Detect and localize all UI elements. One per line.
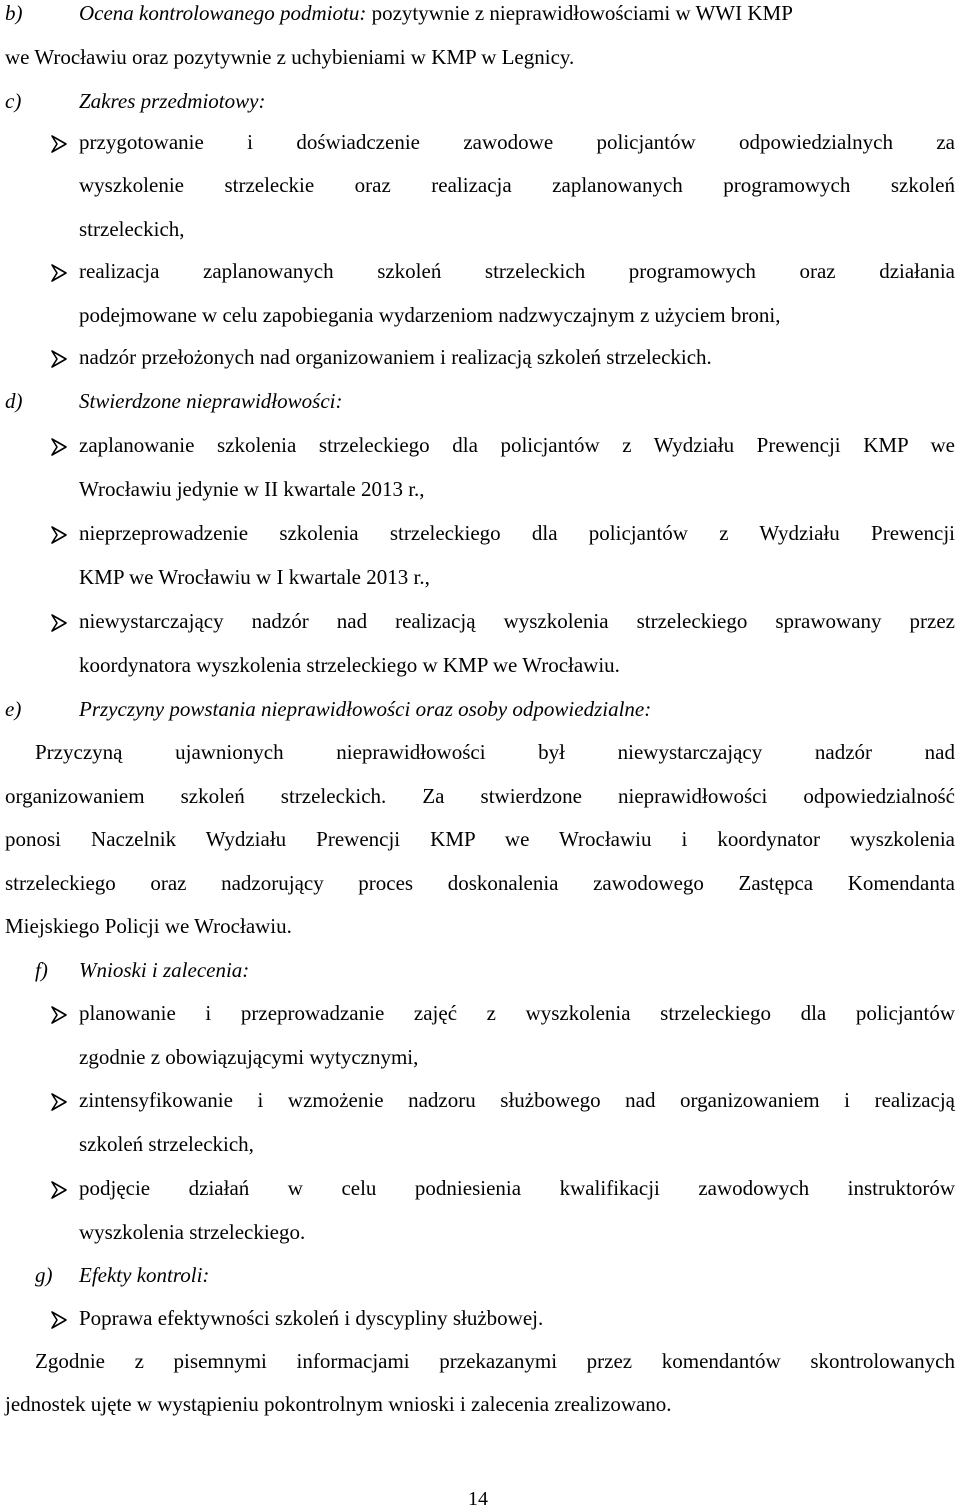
arrowhead-bullet-icon [51,1311,67,1329]
section-f-item-1-line-1: planowanie i przeprowadzanie zajęć z wyszkolenia strzeleckiego dla policjantów [79,1001,955,1025]
section-b-line1 [79,2,793,25]
section-e-letter: e) [5,697,22,721]
arrowhead-bullet-icon [51,1093,67,1111]
section-c-item-2-line-2: podejmowane w celu zapobiegania wydarzeniom nadzwyczajnym z użyciem broni, [79,303,781,327]
section-c-item-1-line-2: wyszkolenie strzeleckie oraz realizacja zaplanowanych programowych szkoleń [79,173,955,197]
section-c-letter: c) [5,89,22,113]
arrowhead-bullet-icon [51,614,67,632]
closing-paragraph-line-1: Zgodnie z pisemnymi informacjami przekazanymi przez komendantów skontrolowanych [35,1349,955,1373]
section-c-heading: Zakres przedmiotowy: [79,89,266,113]
arrowhead-bullet-icon [51,264,67,282]
section-b-letter: b) [5,1,23,25]
section-d-item-3-line-2: koordynatora wyszkolenia strzeleckiego w KMP we Wrocławiu. [79,653,620,677]
arrowhead-bullet-icon [51,526,67,544]
section-c-item-2-line-1: realizacja zaplanowanych szkoleń strzeleckich programowych oraz działania [79,259,955,283]
page-number: 14 [468,1488,488,1510]
section-e-paragraph-line-3: ponosi Naczelnik Wydziału Prewencji KMP we Wrocławiu i koordynator wyszkolenia [5,827,955,851]
section-d-item-3-line-1: niewystarczający nadzór nad realizacją wyszkolenia strzeleckiego sprawowany przez [79,609,955,633]
section-b-line1-rest: pozytywnie z nieprawidłowościami w WWI KMP [371,1,793,25]
section-e-paragraph-line-5: Miejskiego Policji we Wrocławiu. [5,914,292,938]
section-b-heading: Ocena kontrolowanego podmiotu: [79,1,367,25]
section-d-item-2-line-1: nieprzeprowadzenie szkolenia strzeleckiego dla policjantów z Wydziału Prewencji [79,521,955,545]
arrowhead-bullet-icon [51,350,67,368]
section-e-paragraph-line-2: organizowaniem szkoleń strzeleckich. Za stwierdzone nieprawidłowości odpowiedzialność [5,784,955,808]
section-c-item-1-line-1: przygotowanie i doświadczenie zawodowe policjantów odpowiedzialnych za [79,130,955,154]
section-f-item-2-line-2: szkoleń strzeleckich, [79,1132,254,1156]
section-d-item-1-line-2: Wrocławiu jedynie w II kwartale 2013 r., [79,477,425,501]
closing-paragraph-line-2: jednostek ujęte w wystąpieniu pokontrolnym wnioski i zalecenia zrealizowano. [5,1392,672,1416]
section-d-item-1-line-1: zaplanowanie szkolenia strzeleckiego dla policjantów z Wydziału Prewencji KMP we [79,433,955,457]
section-f-item-1-line-2: zgodnie z obowiązującymi wytycznymi, [79,1045,419,1069]
section-e-paragraph-line-4: strzeleckiego oraz nadzorujący proces doskonalenia zawodowego Zastępca Komendanta [5,871,955,895]
section-f-heading: Wnioski i zalecenia: [79,958,250,982]
arrowhead-bullet-icon [51,1006,67,1024]
section-d-item-2-line-2: KMP we Wrocławiu w I kwartale 2013 r., [79,565,430,589]
arrowhead-bullet-icon [51,135,67,153]
section-d-letter: d) [5,389,23,413]
section-e-heading: Przyczyny powstania nieprawidłowości oraz osoby odpowiedzialne: [79,697,652,721]
section-c-item-1-line-3: strzeleckich, [79,217,185,241]
arrowhead-bullet-icon [51,438,67,456]
section-g-letter: g) [35,1263,53,1287]
section-f-item-2-line-1: zintensyfikowanie i wzmożenie nadzoru służbowego nad organizowaniem i realizacją [79,1088,955,1112]
section-f-letter: f) [35,958,48,982]
section-b-line2: we Wrocławiu oraz pozytywnie z uchybieniami w KMP w Legnicy. [5,45,575,69]
section-e-paragraph-line-1: Przyczyną ujawnionych nieprawidłowości był niewystarczający nadzór nad [35,740,955,764]
section-g-item-1-line-1: Poprawa efektywności szkoleń i dyscypliny służbowej. [79,1306,544,1330]
section-f-item-3-line-2: wyszkolenia strzeleckiego. [79,1220,306,1244]
section-d-heading: Stwierdzone nieprawidłowości: [79,389,343,413]
arrowhead-bullet-icon [51,1181,67,1199]
section-f-item-3-line-1: podjęcie działań w celu podniesienia kwalifikacji zawodowych instruktorów [79,1176,955,1200]
section-c-item-3-line-1: nadzór przełożonych nad organizowaniem i realizacją szkoleń strzeleckich. [79,345,712,369]
section-g-heading: Efekty kontroli: [79,1263,210,1287]
